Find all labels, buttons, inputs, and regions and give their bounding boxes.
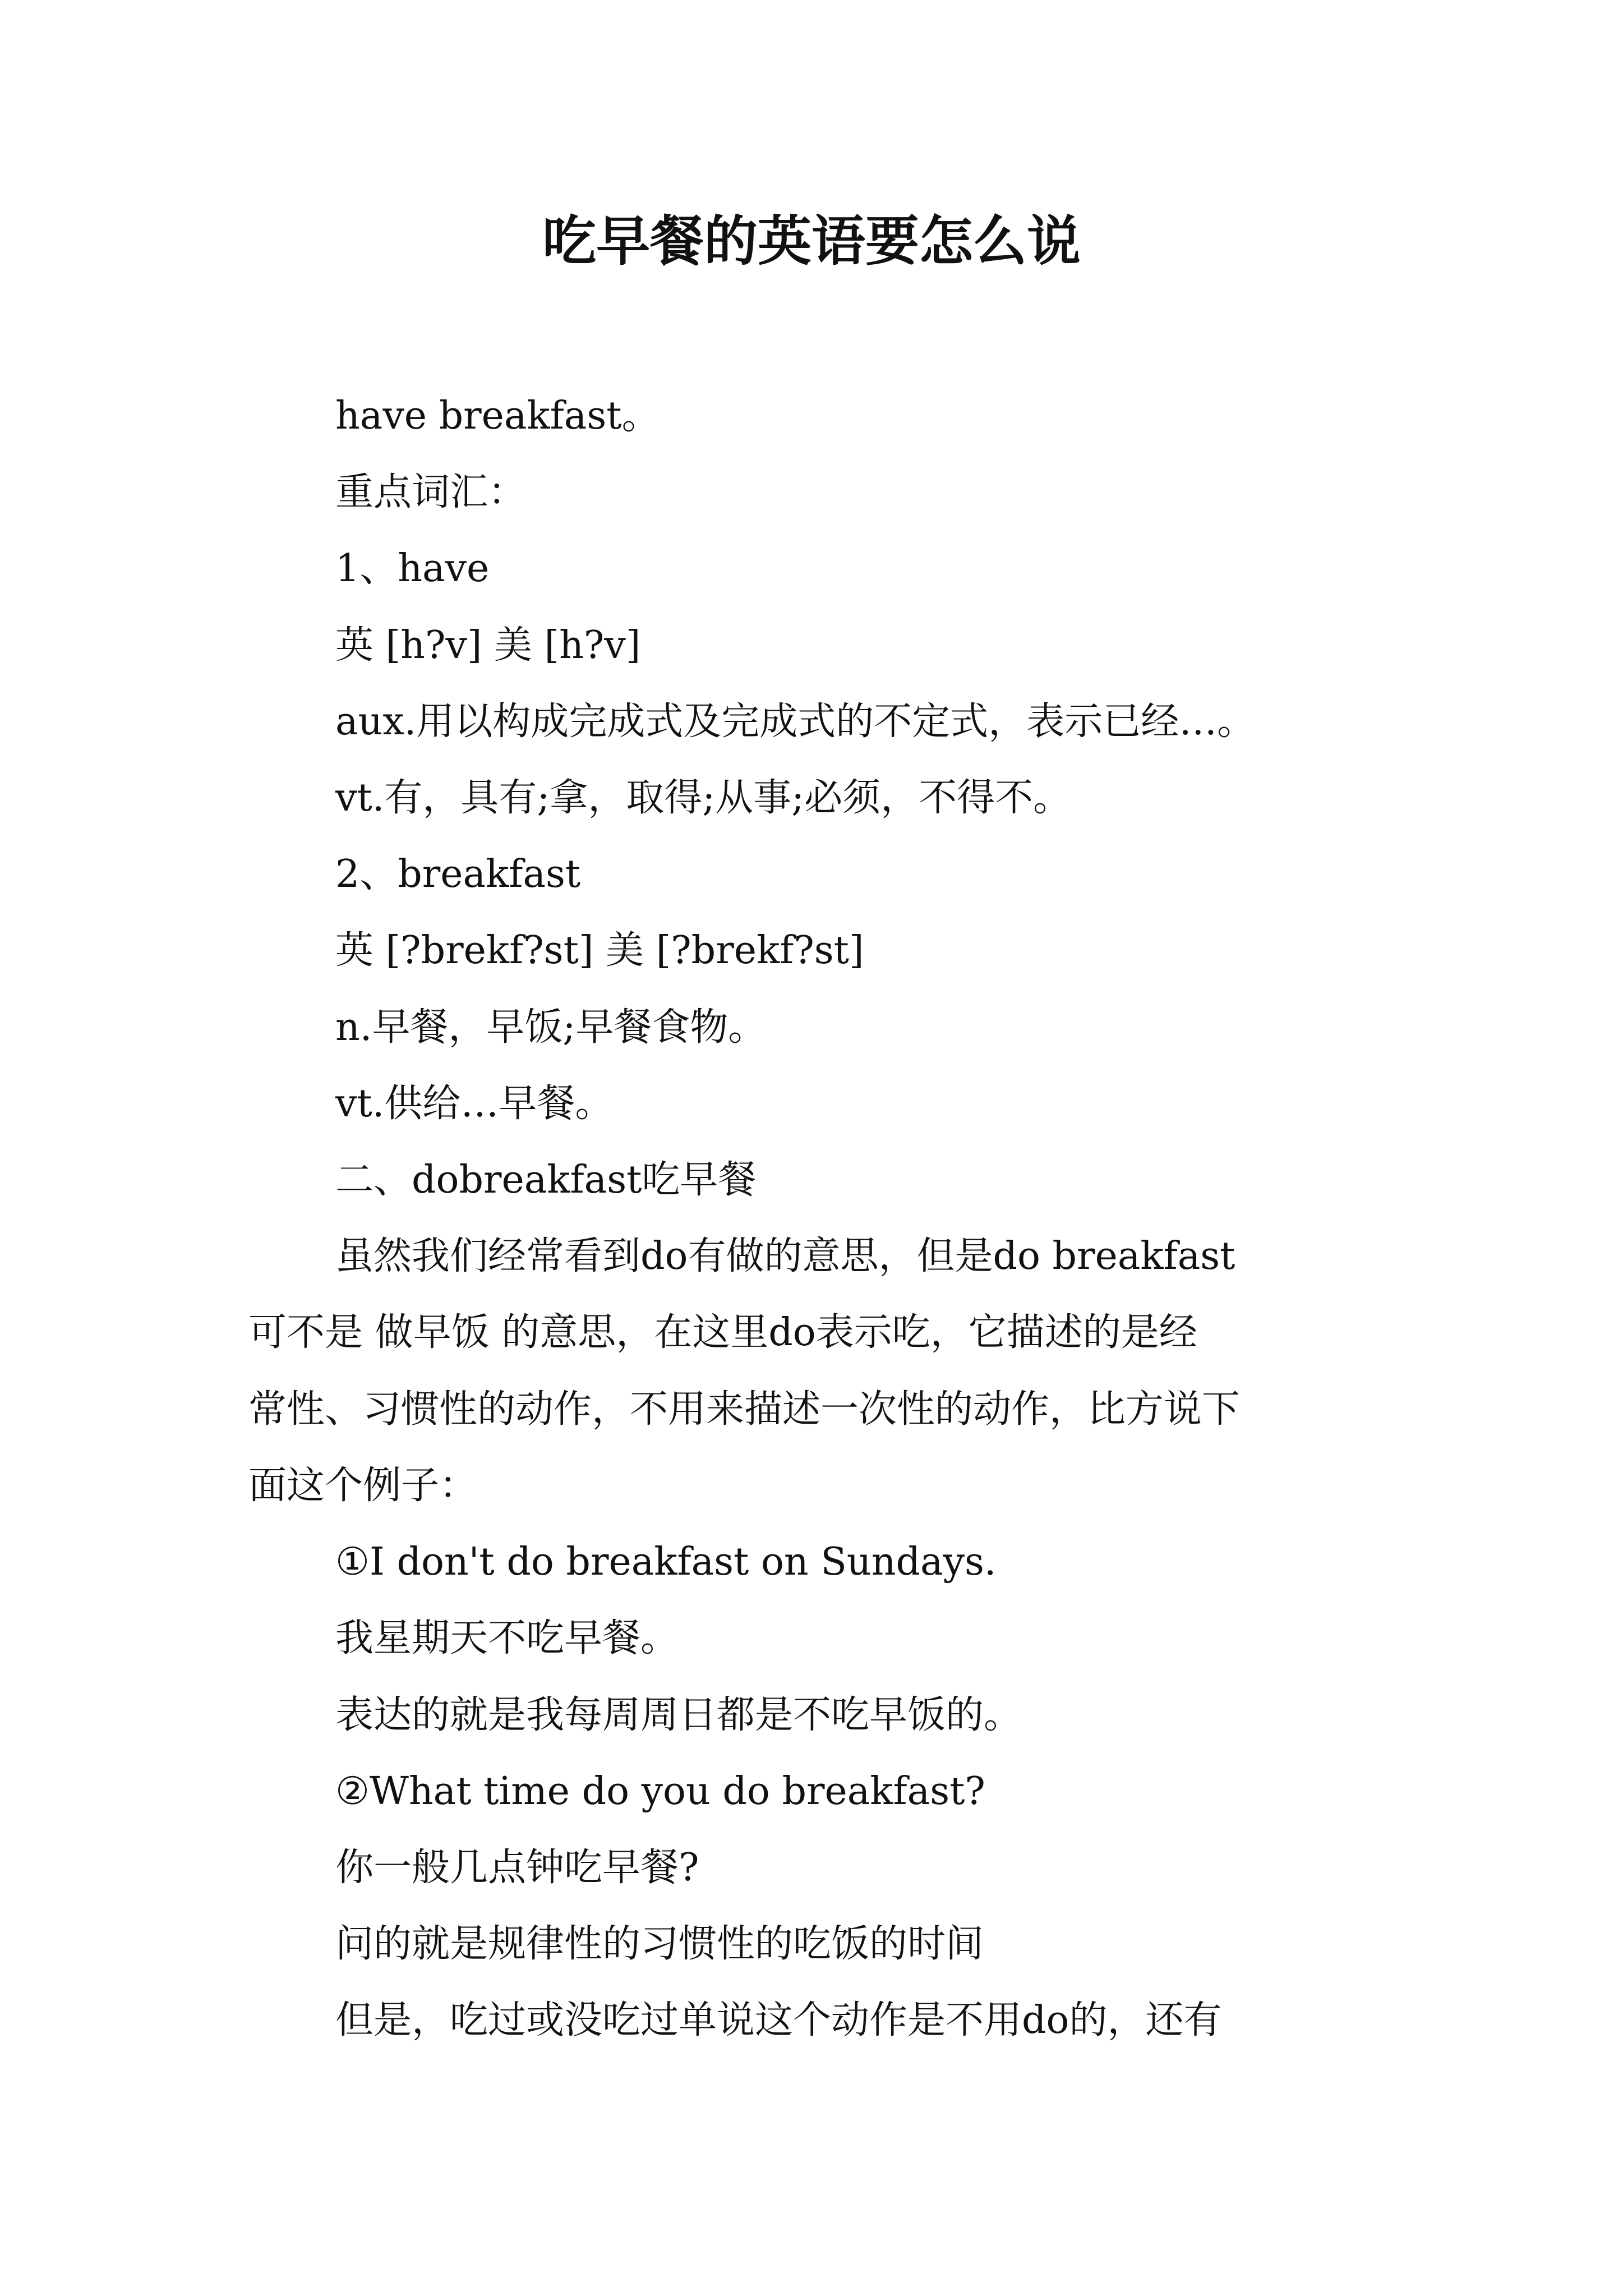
paragraph-line: 但是，吃过或没吃过单说这个动作是不用do的，还有 <box>335 1998 1222 2042</box>
paragraph-line: 英 [h?v] 美 [h?v] <box>335 623 641 668</box>
paragraph-line: 我星期天不吃早餐。 <box>335 1616 679 1660</box>
paragraph-line: have breakfast。 <box>335 394 660 438</box>
paragraph-line: vt.供给…早餐。 <box>335 1082 614 1126</box>
paragraph-line: n.早餐，早饭;早餐食物。 <box>335 1005 767 1050</box>
document-title: 吃早餐的英语要怎么说 <box>542 209 1081 273</box>
paragraph-line: 重点词汇： <box>335 470 527 514</box>
paragraph-line: 2、breakfast <box>335 852 581 896</box>
paragraph-line: aux.用以构成完成式及完成式的不定式，表示已经…。 <box>335 700 1256 744</box>
paragraph-line: 问的就是规律性的习惯性的吃饭的时间 <box>335 1922 984 1966</box>
paragraph-line: ②What time do you do breakfast? <box>335 1769 985 1814</box>
paragraph-line: 面这个例子： <box>248 1464 478 1508</box>
paragraph-line: 表达的就是我每周周日都是不吃早饭的。 <box>335 1693 1022 1737</box>
paragraph-line: 1、have <box>335 546 490 591</box>
paragraph-line: 虽然我们经常看到do有做的意思，但是do breakfast <box>335 1234 1235 1278</box>
paragraph-line: 二、dobreakfast吃早餐 <box>335 1158 757 1202</box>
paragraph-line: ①I don't do breakfast on Sundays. <box>335 1540 997 1584</box>
paragraph-line: 你一般几点钟吃早餐? <box>335 1846 699 1890</box>
paragraph-line: 可不是 做早饭 的意思，在这里do表示吃，它描述的是经 <box>248 1310 1197 1355</box>
paragraph-line: 常性、习惯性的动作，不用来描述一次性的动作，比方说下 <box>248 1387 1241 1432</box>
paragraph-line: 英 [?brekf?st] 美 [?brekf?st] <box>335 928 864 973</box>
paragraph-line: vt.有，具有;拿，取得;从事;必须，不得不。 <box>335 776 1072 820</box>
